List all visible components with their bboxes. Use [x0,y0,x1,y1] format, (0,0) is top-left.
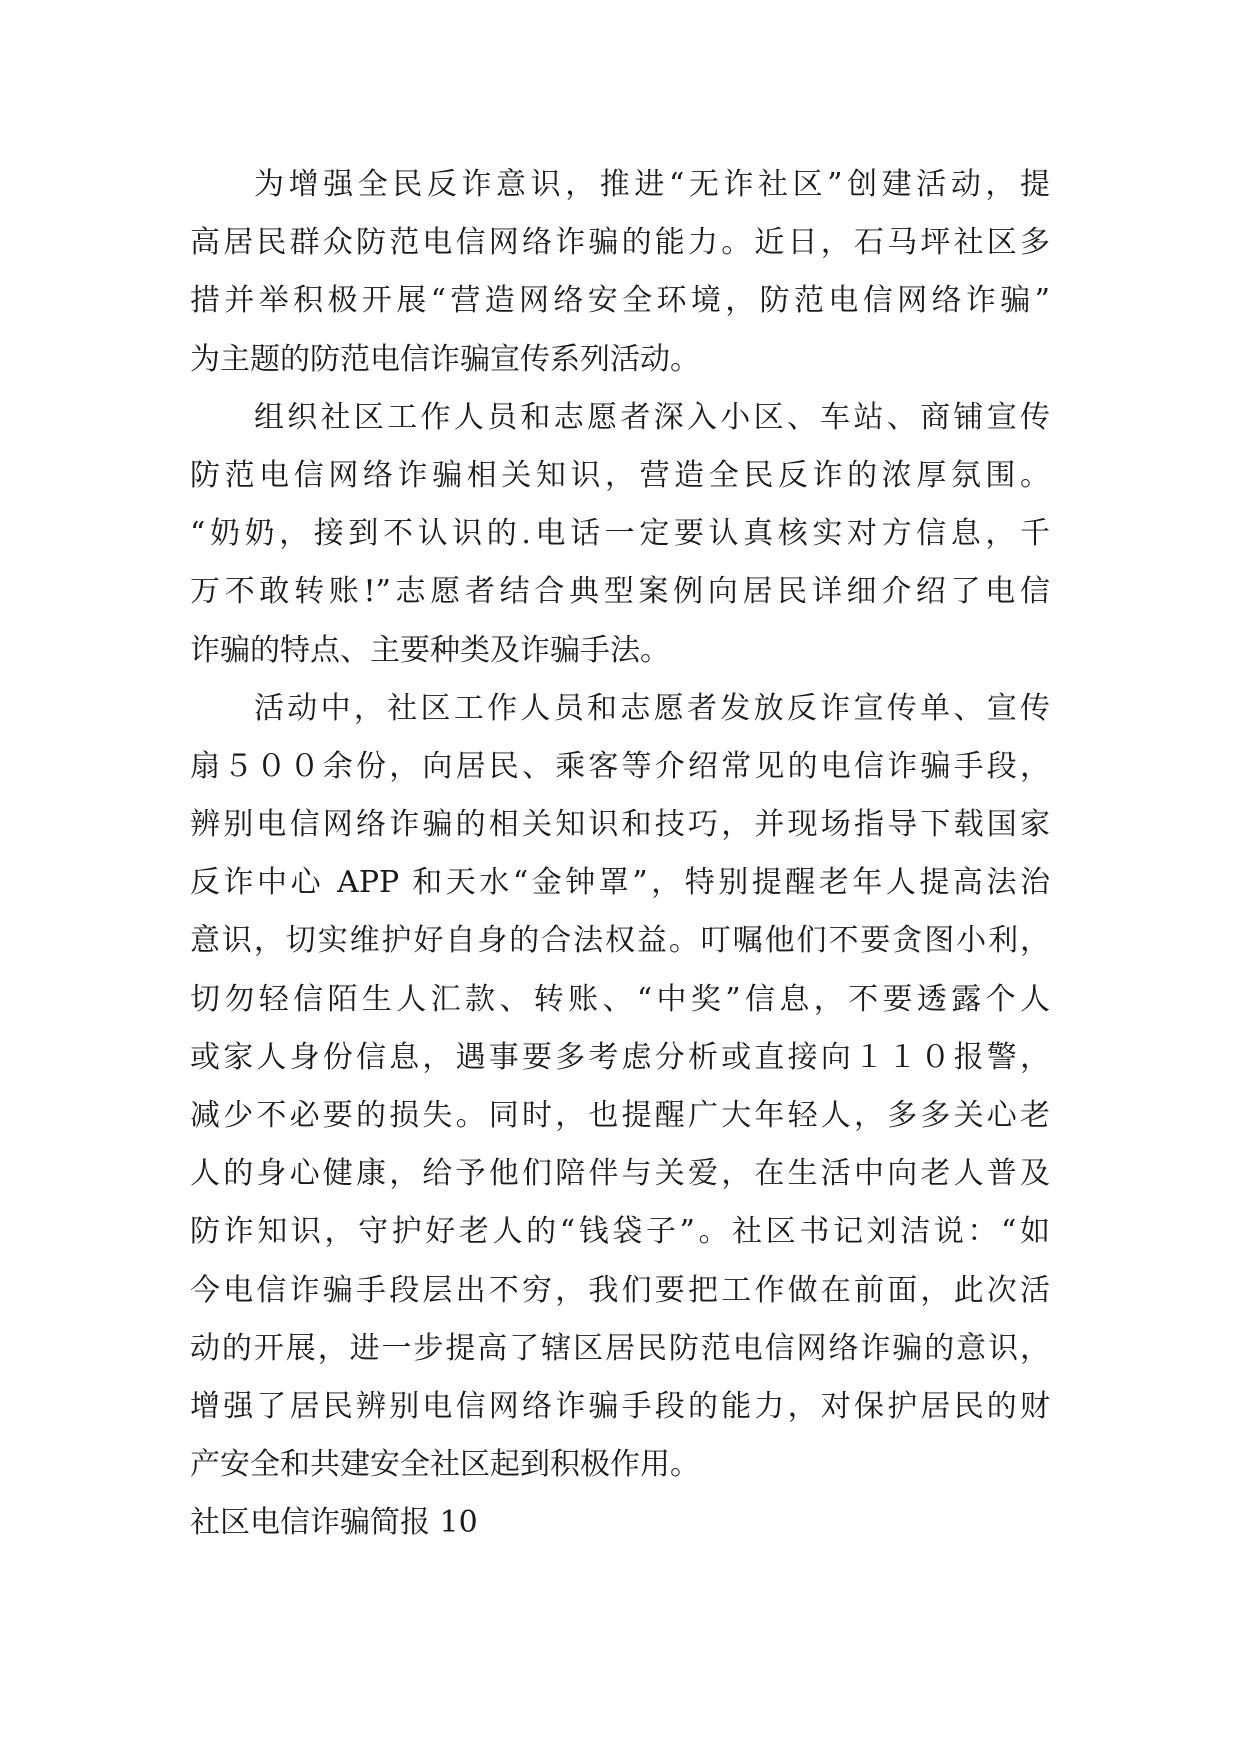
text-line: 减少不必要的损失。同时，也提醒广大年轻人，多多关心老 [190,1098,1050,1133]
text-line: 防范电信网络诈骗相关知识，营造全民反诈的浓厚氛围。 [190,457,1050,493]
text-line: 或家人身份信息，遇事要多考虑分析或直接向１１０报警， [190,1039,1050,1075]
section-heading: 社区电信诈骗简报 10 [190,1505,478,1541]
text-line: 产安全和共建安全社区起到积极作用。 [190,1447,700,1483]
text-line: 万不敢转账!”志愿者结合典型案例向居民详细介绍了电信 [190,574,1050,610]
text-line: 组织社区工作人员和志愿者深入小区、车站、商铺宣传 [254,399,1050,435]
text-line: 为增强全民反诈意识，推进“无诈社区”创建活动，提 [254,167,1050,202]
text-line: 扇５００余份，向居民、乘客等介绍常见的电信诈骗手段， [190,748,1050,784]
text-line: 活动中，社区工作人员和志愿者发放反诈宣传单、宣传 [254,690,1050,726]
text-line: 诈骗的特点、主要种类及诈骗手法。 [190,632,670,668]
body-text [190,156,1050,1553]
text-line: 措并举积极开展“营造网络安全环境，防范电信网络诈骗” [190,283,1050,319]
text-line: 反诈中心 APP 和天水“金钟罩”，特别提醒老年人提高法治 [190,865,1050,901]
text-line: 今电信诈骗手段层出不穷，我们要把工作做在前面，此次活 [190,1272,1050,1308]
text-line: 防诈知识，守护好老人的“钱袋子”。社区书记刘洁说：“如 [190,1214,1050,1250]
text-line: 增强了居民辨别电信网络诈骗手段的能力，对保护居民的财 [190,1388,1050,1424]
text-line: 为主题的防范电信诈骗宣传系列活动。 [190,341,700,377]
text-line: 人的身心健康，给予他们陪伴与关爱，在生活中向老人普及 [190,1156,1050,1192]
text-line: 高居民群众防范电信网络诈骗的能力。近日，石马坪社区多 [190,225,1050,261]
text-line: 切勿轻信陌生人汇款、转账、“中奖”信息，不要透露个人 [190,981,1050,1017]
text-line: “奶奶，接到不认识的.电话一定要认真核实对方信息，千 [190,516,1050,552]
text-line: 动的开展，进一步提高了辖区居民防范电信网络诈骗的意识， [190,1330,1050,1366]
text-line: 辨别电信网络诈骗的相关知识和技巧，并现场指导下载国家 [190,807,1050,843]
text-line: 意识，切实维护好自身的合法权益。叮嘱他们不要贪图小利， [190,923,1050,959]
